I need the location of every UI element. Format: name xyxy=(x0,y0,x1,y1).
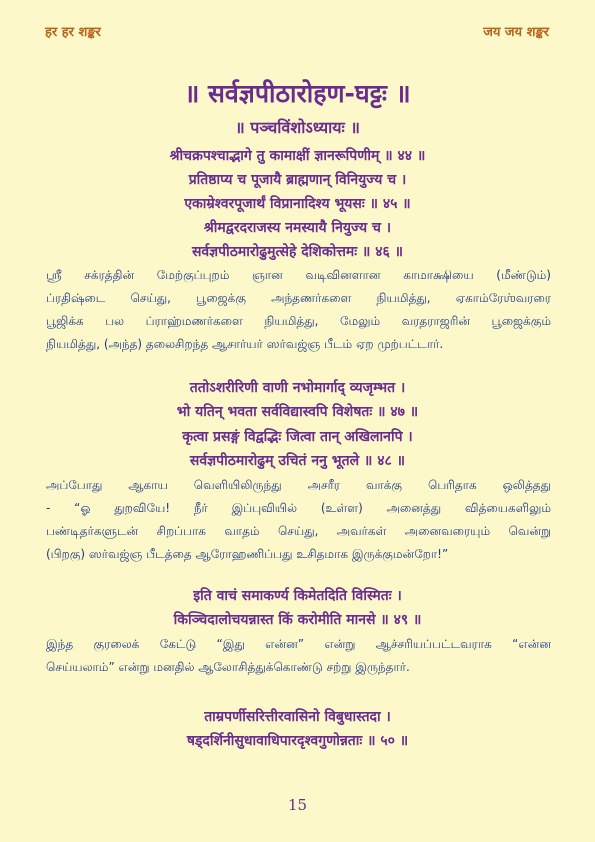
chapter-subtitle: ॥ पञ्चविंशोऽध्यायः ॥ xyxy=(235,118,360,137)
tamil-line: - “ஓ துறவியே! நீர் இப்புவியில் (உள்ள) அனைத்து வித்யைகளிலும் xyxy=(46,501,551,515)
tamil-translation xyxy=(46,474,551,566)
header-left-text: हर हर शङ्कर xyxy=(45,25,101,40)
tamil-line: ஸ்ரீ சக்ரத்தின் மேற்குப்புறம் ஞான வடிவினளான காமாக்ஷியை (மீண்டும்) xyxy=(46,268,551,282)
tamil-translation xyxy=(46,633,551,679)
verse-line: किञ्चिदालोचयन्नास्त किं करोमीति मानसे ॥ ४९ ॥ xyxy=(173,612,422,628)
page-number: 15 xyxy=(287,796,308,814)
chapter-title: ॥ सर्वज्ञपीठारोहण-घट्टः ॥ xyxy=(184,79,411,108)
tamil-line: செய்யலாம்” என்று மனதில் ஆலோசித்துக்கொண்டு சற்று இருந்தார். xyxy=(46,660,410,674)
verse-line: श्रीचक्रपश्चाद्भागे तु कामाक्षीं ज्ञानरूपिणीम् ॥ ४४ ॥ xyxy=(169,148,426,164)
header-right-text: जय जय शङ्कर xyxy=(483,25,549,40)
verse-line: ताम्रपर्णीसरित्तीरवासिनो विबुधास्तदा । xyxy=(204,709,391,725)
tamil-line: (பிறகு) ஸர்வஜ்ஞ பீடத்தை ஆரோஹணிப்பது உசிதமாக இருக்குமன்றோ!” xyxy=(46,547,449,561)
tamil-line: இந்த குரலைக் கேட்டு “இது என்ன” என்று ஆச்சரியப்பட்டவராக “என்ன xyxy=(46,637,551,651)
tamil-translation xyxy=(46,264,551,356)
tamil-line: பூஜிக்க பல ப்ராஹ்மணர்களை நியமித்து, மேலும் வரதராஜரின் பூஜைக்கும் xyxy=(46,314,551,328)
verse-line: ततोऽशरीरिणी वाणी नभोमार्गाद् व्यजृम्भत । xyxy=(189,380,406,396)
verse-line: इति वाचं समाकर्ण्य किमेतदिति विस्मितः । xyxy=(193,588,402,604)
verse-line: सर्वज्ञपीठमारोढुम् उचितं ननु भूतले ॥ ४८ ॥ xyxy=(189,453,406,469)
tamil-line: நியமித்து, (அந்த) தலைசிறந்த ஆசார்யர் ஸர்வஜ்ஞ பீடம் ஏற முற்பட்டார். xyxy=(46,337,444,351)
verse-line: श्रीमद्वरदराजस्य नमस्यायै नियुज्य च । xyxy=(203,220,392,236)
verse-line: षड्दर्शिनीसुधावाधिपारदृश्वगुणोन्नताः ॥ ५० ॥ xyxy=(186,733,409,749)
tamil-line: பண்டிதர்களுடன் சிறப்பாக வாதம் செய்து, அவர்கள் அனைவரையும் வென்று xyxy=(46,524,551,538)
tamil-line: அப்போது ஆகாய வெளியிலிருந்து அசரீர வாக்கு பெரிதாக ஒலித்தது xyxy=(46,478,551,492)
verse-line: प्रतिष्ठाप्य च पूजायै ब्राह्मणान् विनियुज्य च । xyxy=(188,172,407,188)
verse-line: कृत्वा प्रसङ्गं विद्वद्भिः जित्वा तान् अखिलानपि । xyxy=(182,429,413,445)
verse-line: भो यतिन् भवता सर्वविद्यास्वपि विशेषतः ॥ ४७ ॥ xyxy=(176,404,419,420)
tamil-line: ப்ரதிஷ்டை செய்து, பூஜைக்கு அந்தணர்களை நியமித்து, ஏகாம்ரேஶ்வரரை xyxy=(46,291,551,305)
verse-line: एकाम्रेश्वरपूजार्थं विप्रानादिश्य भूयसः ॥ ४५ ॥ xyxy=(184,196,411,212)
verse-line: सर्वज्ञपीठमारोढुमुत्सेहे देशिकोत्तमः ॥ ४६ ॥ xyxy=(191,244,404,260)
